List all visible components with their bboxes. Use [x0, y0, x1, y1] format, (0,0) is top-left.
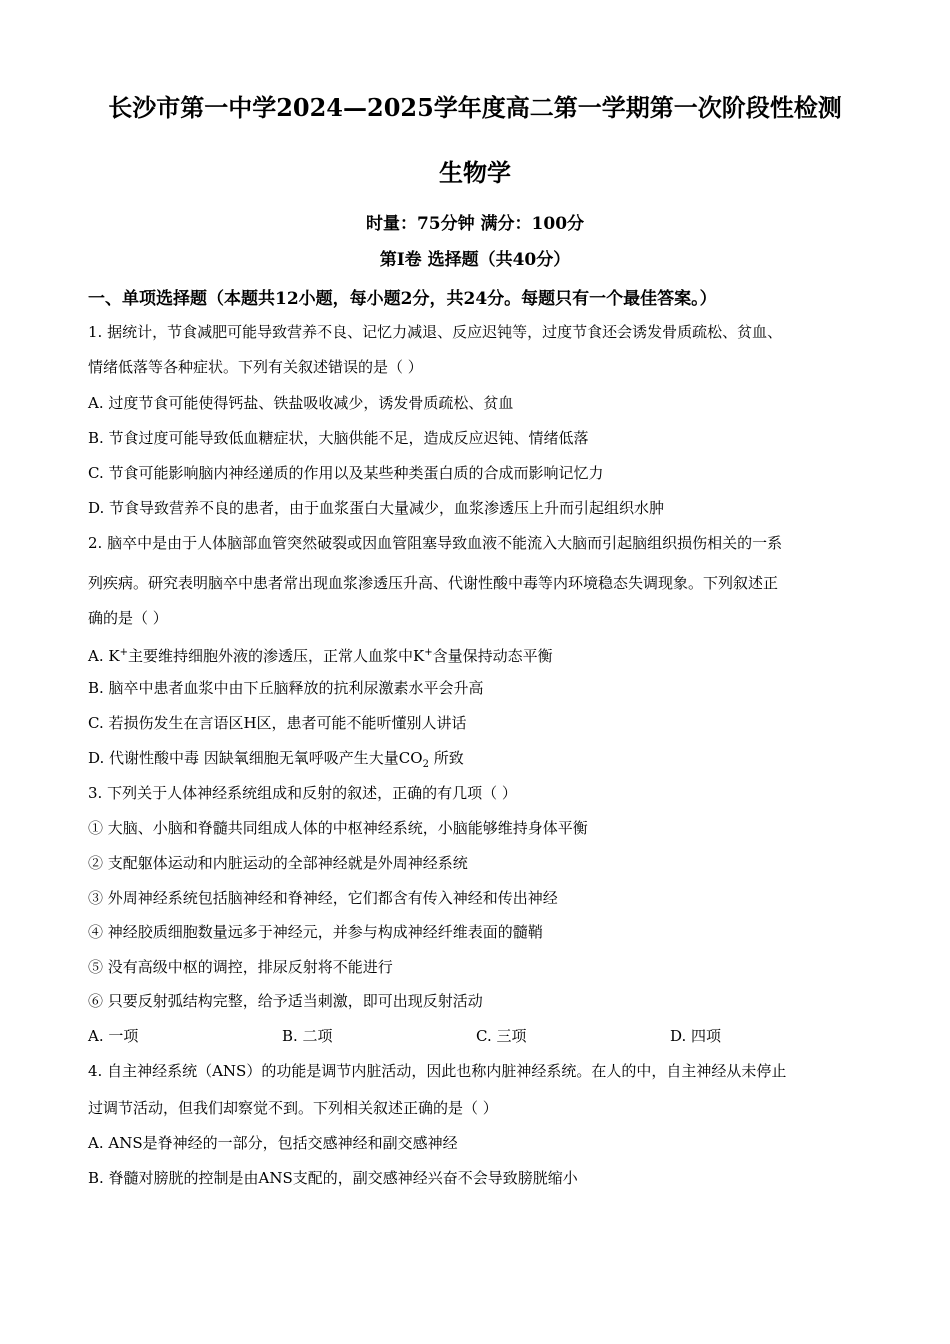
potassium-charge-2: +: [424, 647, 433, 658]
q4-option-a: A. ANS是脊神经的一部分，包括交感神经和副交感神经: [88, 1134, 458, 1152]
q2-stem-line-2: 列疾病。研究表明脑卒中患者常出现血浆渗透压升高、代谢性酸中毒等内环境稳态失调现象。下列叙述正: [88, 574, 779, 592]
part-heading: 第Ⅰ卷 选择题（共40分）: [379, 250, 571, 270]
q2-option-b: B. 脑卒中患者血浆中由下丘脑释放的抗利尿激素水平会升高: [88, 679, 484, 697]
q3-statement-1: ① 大脑、小脑和脊髓共同组成人体的中枢神经系统，小脑能够维持身体平衡: [88, 819, 588, 837]
q4-stem-line-2: 过调节活动，但我们却察觉不到。下列相关叙述正确的是（ ）: [88, 1099, 498, 1117]
subject-title: 生物学: [439, 158, 511, 187]
q3-statement-3: ③ 外周神经系统包括脑神经和脊神经，它们都含有传入神经和传出神经: [88, 889, 558, 907]
q2-option-a: [88, 643, 553, 666]
q2-option-a-part-3: 含量保持动态平衡: [432, 647, 553, 665]
q3-statement-5: ⑤ 没有高级中枢的调控，排尿反射将不能进行: [88, 958, 393, 976]
q1-option-a: A. 过度节食可能使得钙盐、铁盐吸收减少，诱发骨质疏松、贫血: [88, 394, 514, 412]
q2-option-a-part-2: 主要维持细胞外液的渗透压，正常人血浆中K: [127, 647, 425, 665]
co2-subscript: 2: [422, 759, 429, 770]
q4-stem-line-1: 4. 自主神经系统（ANS）的功能是调节内脏活动，因此也称内脏神经系统。在人的中，自主神经从未停止: [88, 1062, 787, 1080]
q3-statement-6: ⑥ 只要反射弧结构完整，给予适当刺激，即可出现反射活动: [88, 992, 483, 1010]
q4-option-b: B. 脊髓对膀胱的控制是由ANS支配的，副交感神经兴奋不会导致膀胱缩小: [88, 1169, 578, 1187]
q3-option-a: A. 一项: [88, 1027, 139, 1045]
exam-info: 时量：75分钟 满分：100分: [365, 214, 585, 234]
q3-statement-2: ② 支配躯体运动和内脏运动的全部神经就是外周神经系统: [88, 854, 468, 872]
q1-option-d: D. 节食导致营养不良的患者，由于血浆蛋白大量减少，血浆渗透压上升而引起组织水肿: [88, 499, 665, 517]
exam-title: 长沙市第一中学2024—2025学年度高二第一学期第一次阶段性检测: [108, 93, 842, 122]
q1-stem-line-2: 情绪低落等各种症状。下列有关叙述错误的是（ ）: [88, 358, 423, 376]
q3-option-c: C. 三项: [476, 1027, 527, 1045]
q2-option-c: C. 若损伤发生在言语区H区，患者可能不能听懂别人讲话: [88, 714, 467, 732]
q2-option-a-part-1: A. K: [88, 647, 120, 665]
section-heading: 一、单项选择题（本题共12小题，每小题2分，共24分。每题只有一个最佳答案。）: [88, 289, 717, 309]
q1-option-c: C. 节食可能影响脑内神经递质的作用以及某些种类蛋白质的合成而影响记忆力: [88, 464, 604, 482]
q3-stem: 3. 下列关于人体神经系统组成和反射的叙述，正确的有几项（ ）: [88, 784, 517, 802]
q2-option-d-part-2: 所致: [428, 749, 464, 767]
q2-option-d-part-1: D. 代谢性酸中毒 因缺氧细胞无氧呼吸产生大量CO: [88, 749, 423, 767]
q3-option-b: B. 二项: [282, 1027, 333, 1045]
q1-stem-line-1: 1. 据统计，节食减肥可能导致营养不良、记忆力减退、反应迟钝等，过度节食还会诱发骨质疏松、贫血、: [88, 323, 783, 341]
q3-statement-4: ④ 神经胶质细胞数量远多于神经元，并参与构成神经纤维表面的髓鞘: [88, 923, 543, 941]
q2-stem-line-1: 2. 脑卒中是由于人体脑部血管突然破裂或因血管阻塞导致血液不能流入大脑而引起脑组织损伤相关的一系: [88, 534, 783, 552]
q2-option-d: [88, 748, 464, 775]
q3-option-d: D. 四项: [670, 1027, 722, 1045]
q1-option-b: B. 节食过度可能导致低血糖症状，大脑供能不足，造成反应迟钝、情绪低落: [88, 429, 589, 447]
potassium-charge: +: [119, 647, 128, 658]
q2-stem-line-3: 确的是（ ）: [88, 609, 168, 627]
